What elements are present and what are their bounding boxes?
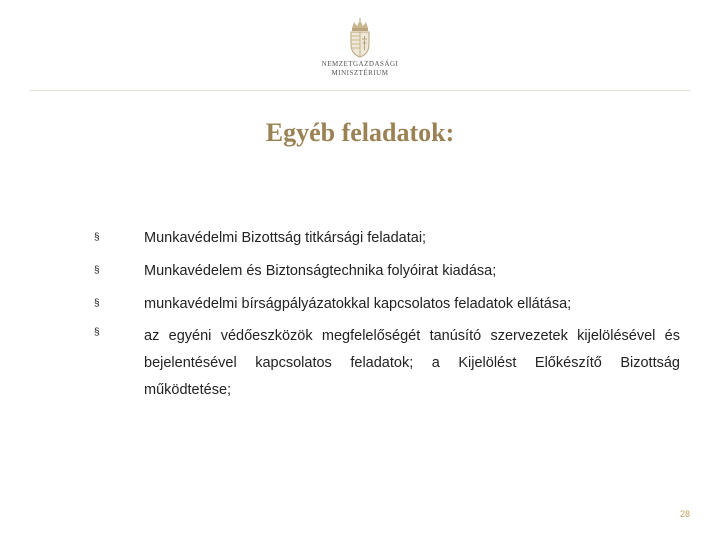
bullet-icon: § — [94, 327, 100, 338]
list-item — [94, 261, 680, 281]
page-number: 28 — [679, 509, 690, 519]
ministry-logo-text — [300, 60, 420, 78]
list-item — [94, 323, 680, 404]
ministry-line-1: NEMZETGAZDASÁGI — [321, 60, 399, 68]
ministry-line-2: MINISZTÉRIUM — [331, 69, 389, 77]
bullet-icon: § — [94, 265, 100, 276]
list-item-text: munkavédelmi bírságpályázatokkal kapcsolatos feladatok ellátása; — [144, 296, 572, 312]
slide-title: Egyéb feladatok: — [265, 118, 455, 147]
list-item-text: Munkavédelmi Bizottság titkársági feladatai; — [144, 230, 427, 246]
bullet-icon: § — [94, 232, 100, 243]
list-item — [94, 294, 680, 314]
bullet-icon: § — [94, 298, 100, 309]
hungarian-coat-of-arms-icon — [346, 18, 374, 58]
list-item — [94, 228, 680, 248]
bullet-list — [94, 228, 680, 417]
slide-header — [0, 0, 720, 92]
list-item-text: Munkavédelem és Biztonságtechnika folyóirat kiadása; — [144, 263, 497, 279]
list-item-text: az egyéni védőeszközök megfelelőségét tanúsító szervezetek kijelölésével és bejelentésével kapcsolatos feladatok; a Kijelölést Előkészítő Bizottság működtetése; — [144, 328, 680, 398]
header-divider — [30, 90, 690, 91]
